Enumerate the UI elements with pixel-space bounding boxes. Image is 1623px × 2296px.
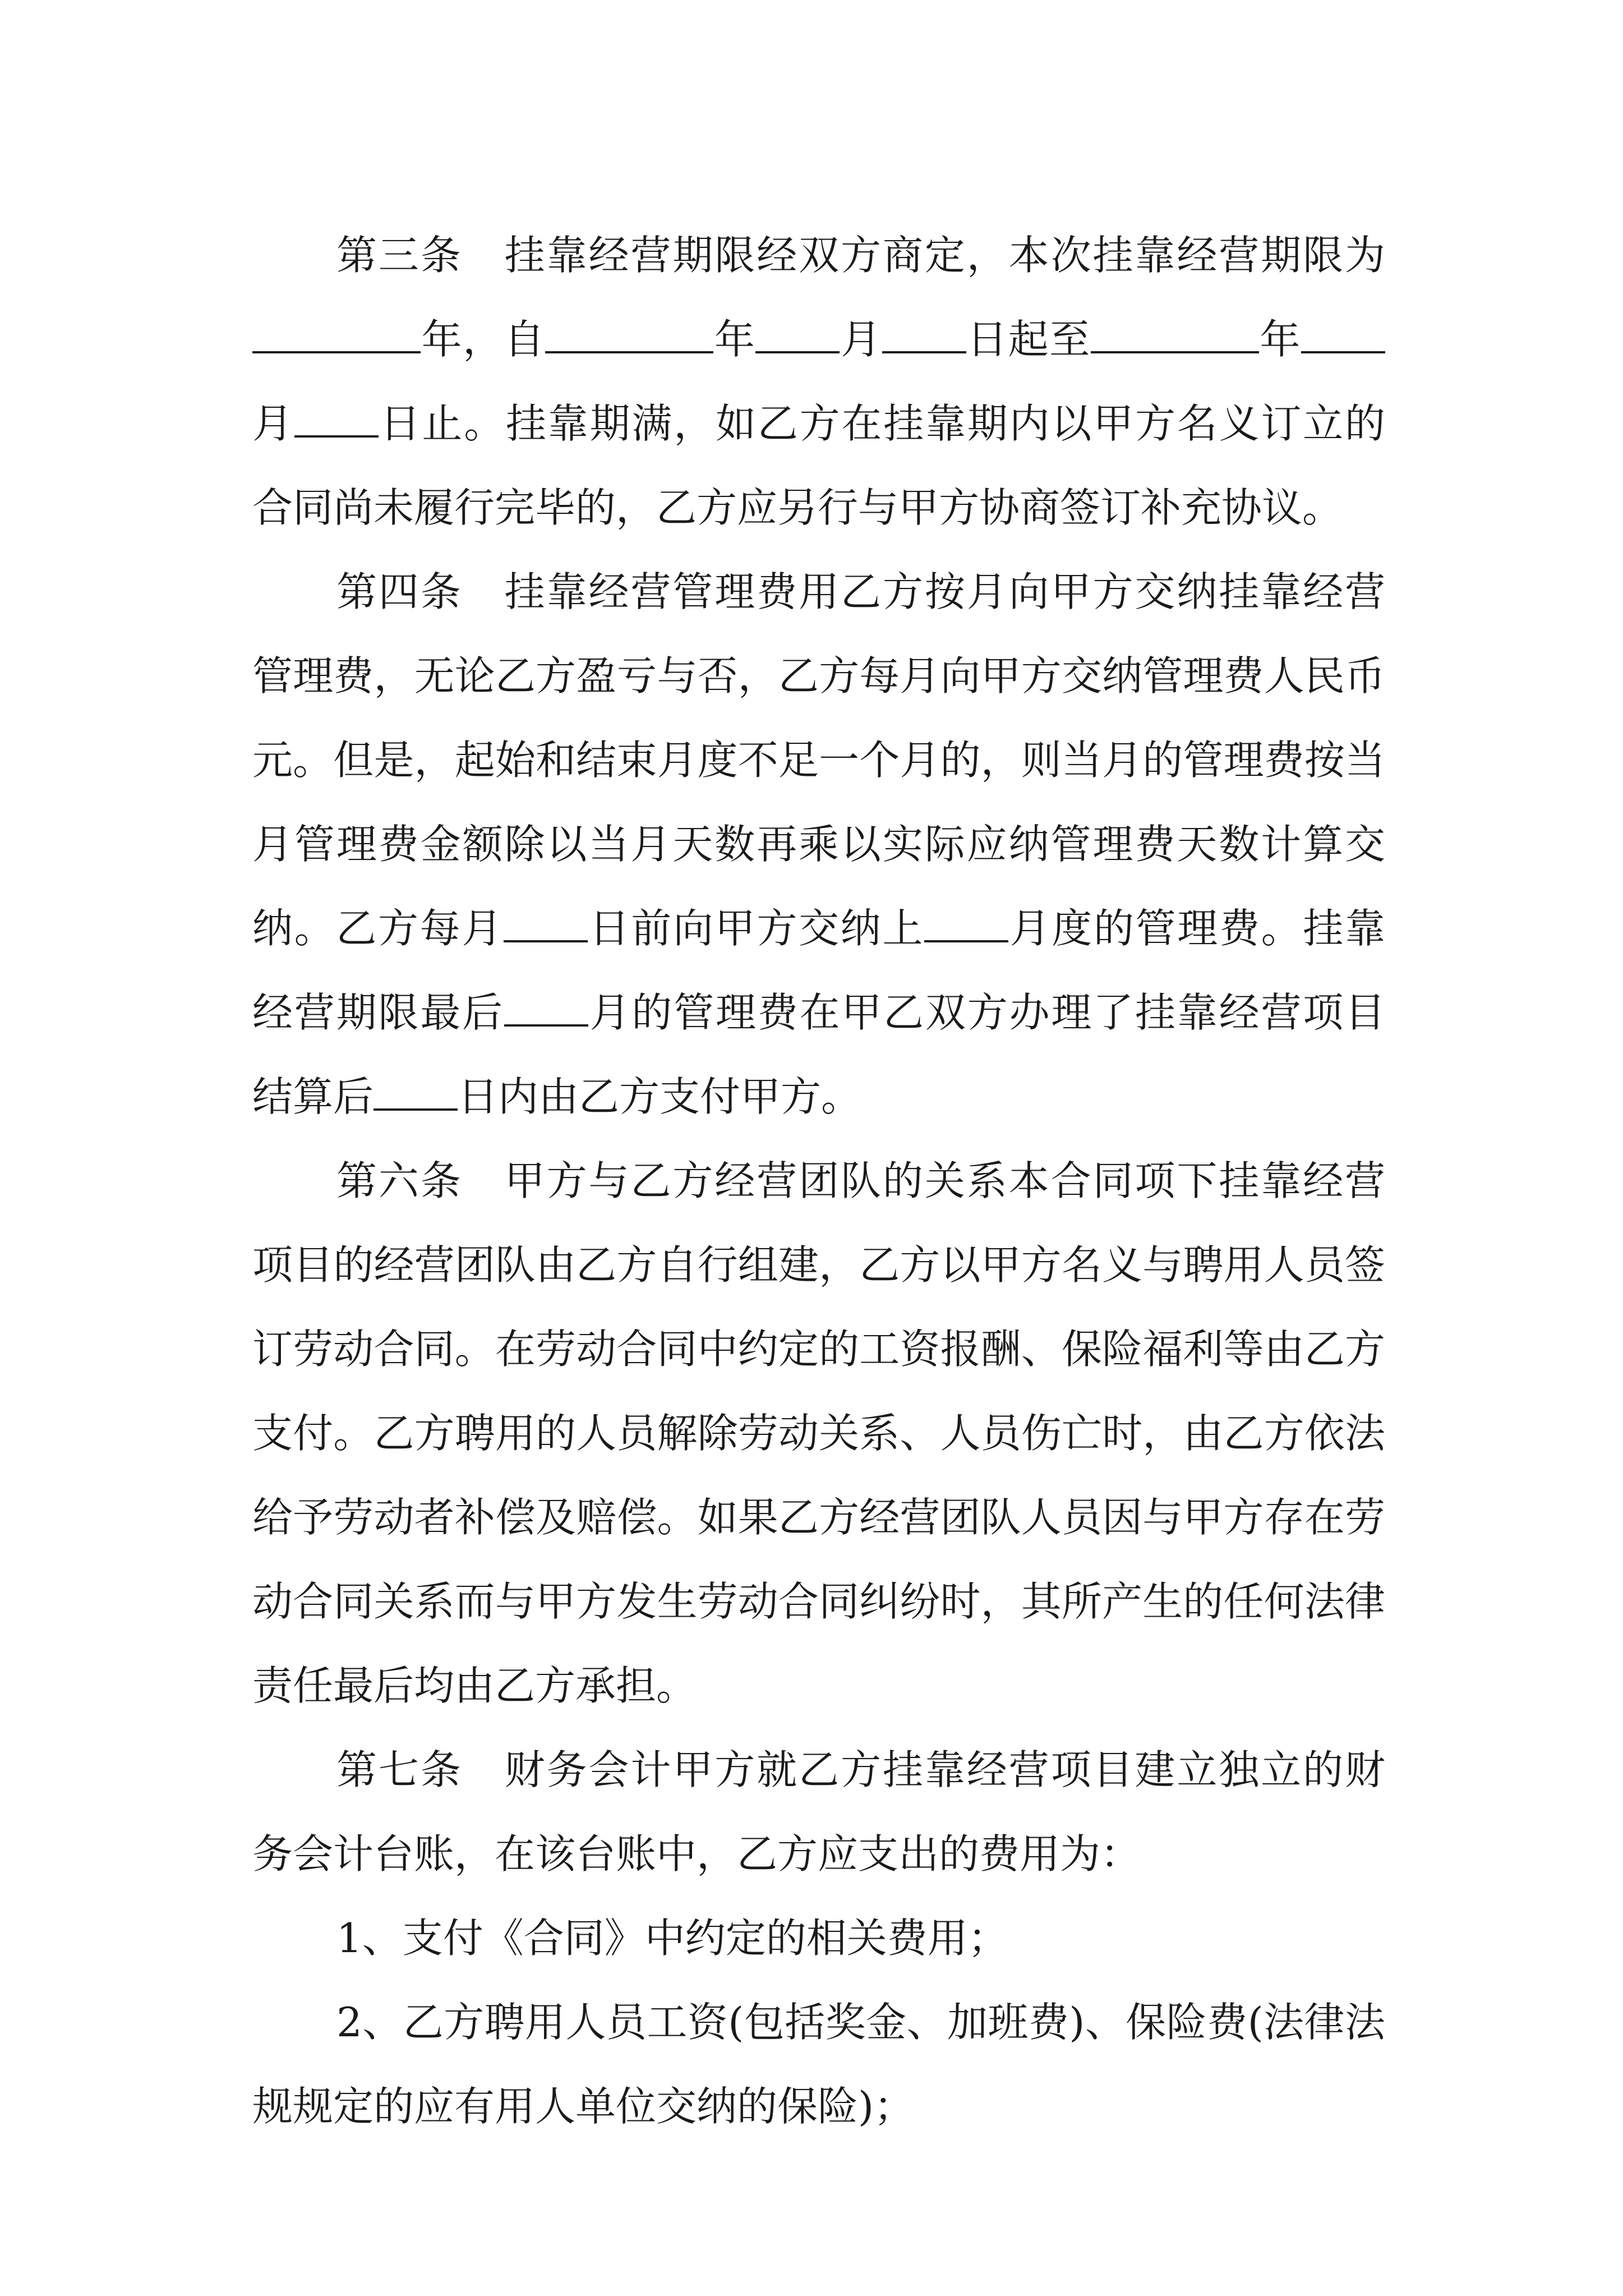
article-3-text: 年，自 [421,316,546,363]
blank-start-month [755,316,840,353]
list-item: 1、支付《合同》中约定的相关费用； [336,1915,1008,1962]
article-4-text: 月的管理费在甲乙双方办理了挂靠经营项目结算后 [252,989,1385,1120]
article-7-paragraph: 第七条 财务会计甲方就乙方挂靠经营项目建立独立的财务会计台账，在该台账中，乙方应支出的费用为： [252,1746,1385,1878]
article-3-text: 月 [252,400,294,447]
blank-pay-day [504,905,588,942]
blank-end-month [1301,316,1385,353]
document-page [252,213,1385,2148]
blank-start-year [545,316,713,353]
blank-years [252,316,421,353]
blank-prev-month [924,905,1008,942]
article-4-text: 月度的管理费。挂靠经营期限最后 [252,905,1385,1036]
article-3-text: 年 [1258,316,1301,363]
article-3-text: 月 [840,316,882,363]
blank-last-months [504,990,588,1027]
article-4-paragraph [252,550,1385,1139]
article-6-paragraph: 第六条 甲方与乙方经营团队的关系本合同项下挂靠经营项目的经营团队由乙方自行组建，乙方以甲方名义与聘用人员签订劳动合同。在劳动合同中约定的工资报酬、保险福利等由乙方支付。乙方聘用的人员解除劳动关系、人员伤亡时，由乙方依法给予劳动者补偿及赔偿。如果乙方经营团队人员因与甲方存在劳动合同关系而与甲方发生劳动合同纠纷时，其所产生的任何法律责任最后均由乙方承担。 [252,1157,1385,1709]
article-3-text: 第三条 挂靠经营期限经双方商定，本次挂靠经营期限为 [336,232,1385,279]
article-4-text: 日内由乙方支付甲方。 [458,1073,862,1120]
article-4-text: 日前向甲方交纳上 [588,905,924,952]
blank-end-year [1091,316,1259,353]
article-3-text: 日起至 [966,316,1091,363]
blank-end-day [294,401,379,438]
article-3-paragraph [252,213,1385,550]
article-4-text: 第四条 挂靠经营管理费用乙方按月向甲方交纳挂靠经营管理费，无论乙方盈亏与否，乙方每月向甲方交纳管理费人民币元。但是，起始和结束月度不足一个月的，则当月的管理费按当月管理费金额除以当月天数再乘以实际应纳管理费天数计算交纳。乙方每月 [252,568,1385,952]
article-3-text: 日止。挂靠期满，如乙方在挂靠期内以甲方名义订立的合同尚未履行完毕的，乙方应另行与甲方协商签订补充协议。 [252,400,1385,531]
list-item: 2、乙方聘用人员工资(包括奖金、加班费)、保险费(法律法规规定的应有用人单位交纳的保险)； [252,1999,1385,2130]
blank-settle-days [374,1074,458,1111]
blank-start-day [882,316,966,353]
article-3-text: 年 [713,316,756,363]
